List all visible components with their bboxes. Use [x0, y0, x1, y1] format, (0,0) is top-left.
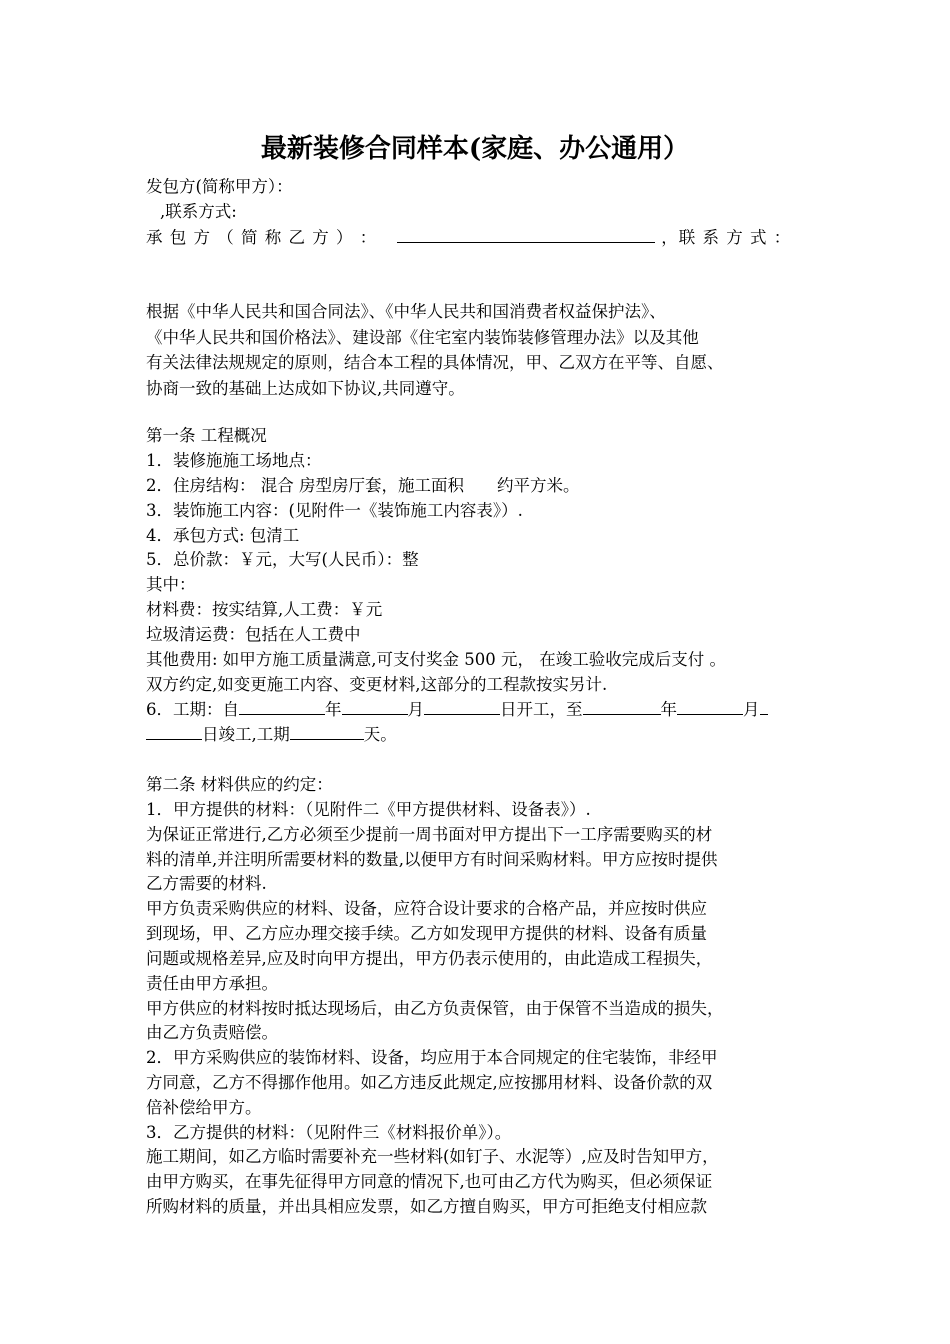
- party-a-contact-line: ,联系方式:: [160, 202, 237, 221]
- article-2-line: 施工期间，如乙方临时需要补充一些材料(如钉子、水泥等）,应及时告知甲方，: [146, 1147, 719, 1167]
- period-month2-label: 月: [743, 700, 760, 719]
- end-month-tail-blank: [760, 697, 768, 715]
- article-1-line: 1．装修施施工场地点：: [146, 451, 322, 470]
- preamble-line: 有关法律法规规定的原则，结合本工程的具体情况，甲、乙双方在平等、自愿、: [146, 353, 724, 373]
- preamble-line: 协商一致的基础上达成如下协议,共同遵守。: [146, 379, 465, 399]
- article-1-line: 5．总价款：￥元，大写(人民币）：整: [146, 550, 419, 570]
- start-month-blank: [342, 697, 408, 715]
- preamble-line: 根据《中华人民共和国合同法》、《中华人民共和国消费者权益保护法》、: [146, 302, 666, 321]
- article-2-line: 料的清单,并注明所需要材料的数量,以便甲方有时间采购材料。甲方应按时提供: [146, 849, 718, 869]
- article-2-line: 1．甲方提供的材料：（见附件二《甲方提供材料、设备表》）.: [146, 800, 591, 819]
- party-a-line: 发包方(简称甲方）：: [146, 177, 293, 196]
- article-2-line: 问题或规格差异,应及时向甲方提出，甲方仍表示使用的，由此造成工程损失，: [146, 948, 713, 968]
- article-2-line: 3．乙方提供的材料：（见附件三《材料报价单》）。: [146, 1122, 512, 1142]
- article-2-title: 第二条 材料供应的约定：: [146, 775, 333, 794]
- article-1-line: 双方约定,如变更施工内容、变更材料,这部分的工程款按实另计.: [146, 674, 608, 694]
- party-b-label: 承 包 方 （ 简 称 乙 方 ） ：: [146, 228, 378, 247]
- period-year-label: 年: [325, 700, 342, 719]
- article-2-line: 为保证正常进行,乙方必须至少提前一周书面对甲方提出下一工序需要购买的材: [146, 824, 713, 844]
- article-2-line: 到现场，甲、乙方应办理交接手续。乙方如发现甲方提供的材料、设备有质量: [146, 924, 707, 944]
- period-month-label: 月: [407, 700, 424, 719]
- document-title: 最新装修合同样本(家庭、办公通用）: [260, 134, 690, 164]
- article-2-line: 2．甲方采购供应的装饰材料、设备，均应用于本合同规定的住宅装饰，非经甲: [146, 1048, 718, 1068]
- start-year-blank: [239, 697, 325, 715]
- period-days-label: 天。: [363, 725, 397, 744]
- end-month-blank: [677, 697, 743, 715]
- article-2-line: 乙方需要的材料.: [146, 874, 267, 894]
- party-b-contact-label: ，联 系 方 式 ：: [661, 228, 792, 247]
- party-b-name-blank: [397, 225, 655, 243]
- period-line-2: [146, 722, 826, 747]
- article-1-line: 3．装饰施工内容：(见附件一《装饰施工内容表》）.: [146, 500, 523, 520]
- end-day-blank: [146, 722, 202, 740]
- end-year-blank: [583, 697, 661, 715]
- period-line: [146, 697, 826, 722]
- article-2-line: 由乙方负责赔偿。: [146, 1023, 278, 1043]
- article-2-line: 甲方供应的材料按时抵达现场后，由乙方负责保管，由于保管不当造成的损失，: [146, 998, 724, 1018]
- article-1-title: 第一条 工程概况: [146, 426, 267, 445]
- period-start-label: 日开工，至: [500, 700, 583, 719]
- article-2-line: 甲方负责采购供应的材料、设备，应符合设计要求的合格产品，并应按时供应: [146, 899, 707, 919]
- article-2-line: 由甲方购买，在事先征得甲方同意的情况下,也可由乙方代为购买，但必须保证: [146, 1172, 713, 1192]
- duration-blank: [290, 722, 364, 740]
- period-year2-label: 年: [660, 700, 677, 719]
- article-2-line: 倍补偿给甲方。: [146, 1097, 262, 1117]
- article-1-line: 其他费用: 如甲方施工质量满意,可支付奖金 500 元， 在竣工验收完成后支付 。: [146, 649, 727, 669]
- article-2-line: 责任由甲方承担。: [146, 973, 278, 993]
- article-1-line: 4．承包方式: 包清工: [146, 525, 300, 545]
- party-b-line: [146, 225, 826, 250]
- period-end-label: 日竣工,工期: [202, 725, 290, 744]
- article-2-line: 所购材料的质量，并出具相应发票，如乙方擅自购买，甲方可拒绝支付相应款: [146, 1197, 707, 1217]
- article-1-line: 材料费：按实结算,人工费：￥元: [146, 600, 383, 620]
- article-1-line: 2．住房结构： 混合 房型房厅套，施工面积 约平方米。: [146, 475, 580, 495]
- start-day-blank: [424, 697, 500, 715]
- article-2-line: 方同意，乙方不得挪作他用。如乙方违反此规定,应按挪用材料、设备价款的双: [146, 1073, 713, 1093]
- preamble-line: 《中华人民共和国价格法》、建设部《住宅室内装饰装修管理办法》以及其他: [146, 327, 699, 347]
- article-1-line: 垃圾清运费：包括在人工费中: [146, 624, 361, 644]
- article-1-line: 其中：: [146, 575, 196, 595]
- period-prefix: 6．工期：自: [146, 700, 239, 719]
